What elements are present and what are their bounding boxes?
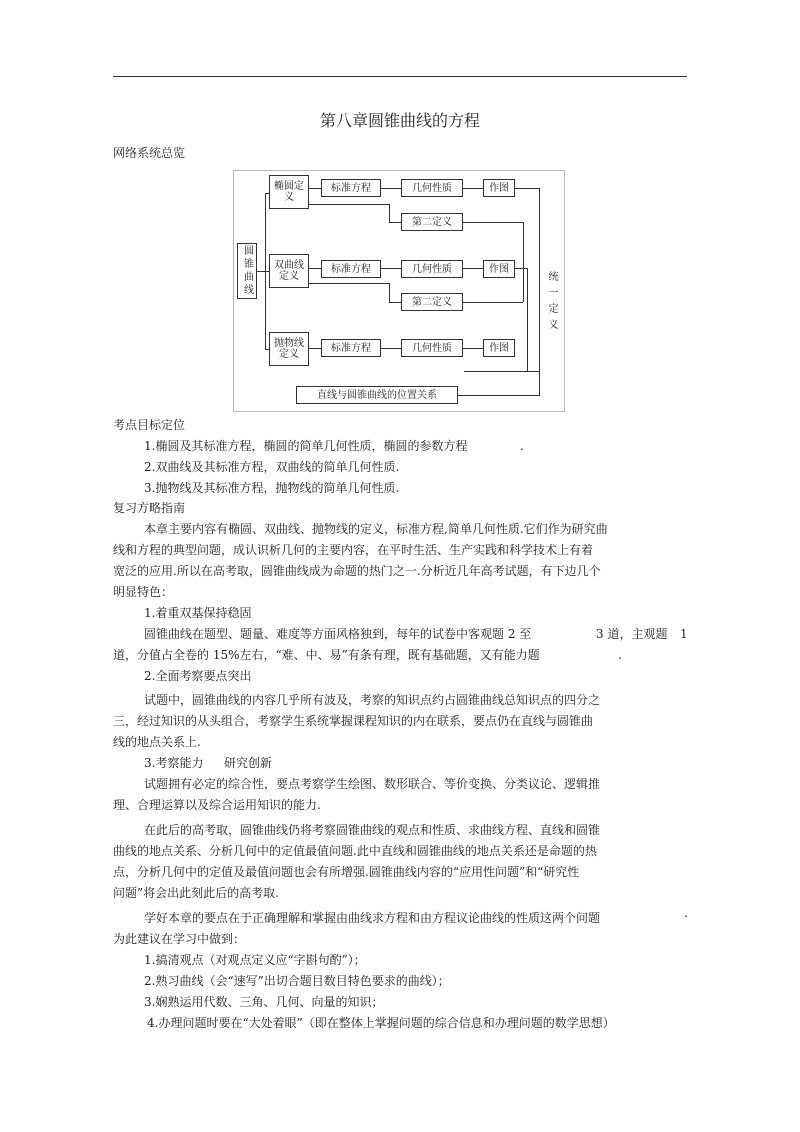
connector: [309, 348, 321, 349]
feature1-line: 3 道，主观题: [596, 627, 668, 641]
feature3-title: 研究创新: [224, 756, 273, 770]
feature2-line: 三，经过知识的从头组合，考察学生系统掌握课程知识的内在联系，要点仍在直线与圆锥曲: [113, 714, 594, 728]
connector: [309, 268, 321, 269]
diagram-drawing-3: 作图: [483, 339, 515, 357]
tip-item: 3.娴熟运用代数、三角、几何、向量的知识；: [144, 995, 384, 1009]
connector: [464, 371, 540, 372]
connector: [381, 348, 401, 349]
overview-heading: 网络系统总览: [113, 146, 186, 160]
feature3-line: 理、合理运算以及综合运用知识的能力.: [113, 798, 321, 812]
connector: [389, 204, 390, 222]
diagram-standard-eq-1: 标准方程: [321, 179, 381, 197]
connector: [515, 188, 539, 189]
top-rule: [113, 76, 687, 77]
diagram-standard-eq-2: 标准方程: [321, 260, 381, 278]
diagram-line-relation: 直线与圆锥曲线的位置关系: [296, 386, 458, 404]
exam-target-item: 2.双曲线及其标准方程，双曲线的简单几何性质.: [144, 460, 400, 474]
concept-diagram: [233, 170, 565, 412]
tip-item: 1.搞清观点（对观点定义应“字斟句酌”）；: [144, 953, 366, 967]
feature3-line: 试题拥有必定的综合性，要点考察学生绘图、数形联合、等价变换、分类议论、逻辑推: [144, 777, 601, 791]
diagram-second-def-1: 第二定义: [401, 213, 463, 231]
connector: [458, 395, 540, 396]
stray-dot: .: [520, 439, 524, 453]
exam-target-item: 3.抛物线及其标准方程，抛物线的简单几何性质.: [144, 481, 400, 495]
diagram-hyperbola-def: 双曲线定义: [269, 254, 309, 288]
review-intro-line: 线和方程的典型问题，成认识析几何的主要内容，在平时生活、生产实践和科学技术上有着: [113, 543, 594, 557]
tip-item: 4.办理问题时要在“大处着眼”（即在整体上掌握问题的综合信息和办理问题的数学思想）: [147, 1016, 615, 1030]
future-line: 曲线的地点关系、分析几何中的定值最值问题.此中直线和圆锥曲线的地点关系还是命题的热: [113, 844, 597, 858]
review-heading: 复习方略指南: [113, 501, 186, 515]
diagram-unified-def: 统一定义: [546, 271, 557, 335]
diagram-second-def-2: 第二定义: [401, 293, 463, 311]
stray-dot: .: [684, 906, 688, 920]
connector: [539, 188, 540, 371]
connector: [463, 348, 483, 349]
connector: [381, 188, 401, 189]
connector: [527, 268, 528, 371]
feature2-line: 线的地点关系上.: [113, 735, 201, 749]
feature2-line: 试题中，圆锥曲线的内容几乎所有波及，考察的知识点约占圆锥曲线总知识点的四分之: [144, 693, 601, 707]
feature2-title: 2.全面考察要点突出: [144, 669, 252, 683]
feature1-line: 道，分值占全卷的 15%左右，“难、中、易”有条有理，既有基础题，又有能力题: [113, 648, 540, 662]
diagram-ellipse-def: 椭圆定义: [269, 175, 309, 209]
feature1-line: 圆锥曲线在题型、题量、难度等方面风格独到，每年的试卷中客观题 2 至: [144, 627, 532, 641]
future-line: 问题”将会出此刻此后的高考取.: [113, 886, 279, 900]
study-line: 学好本章的要点在于正确理解和掌握由曲线求方程和由方程议论曲线的性质这两个问题: [144, 911, 601, 925]
connector: [381, 268, 401, 269]
feature1-line: 1: [680, 627, 688, 641]
tip-item: 2.熟习曲线（会“速写”出切合题目数目特色要求的曲线）；: [144, 974, 450, 988]
future-line: 在此后的高考取，圆锥曲线仍将考察圆锥曲线的观点和性质、求曲线方程、直线和圆锥: [144, 823, 601, 837]
connector: [309, 188, 321, 189]
connector: [463, 188, 483, 189]
diagram-parabola-def: 抛物线定义: [269, 332, 309, 366]
diagram-geo-prop-3: 几何性质: [401, 339, 463, 357]
feature1-title: 1.着重双基保持稳固: [144, 606, 252, 620]
connector: [309, 204, 389, 205]
diagram-drawing-2: 作图: [483, 260, 515, 278]
diagram-conic-box: 圆锥曲线: [237, 243, 257, 299]
connector: [539, 371, 540, 396]
connector: [257, 271, 265, 272]
stray-dot: .: [618, 648, 622, 662]
page-title: 第八章圆锥曲线的方程: [319, 111, 480, 130]
connector: [389, 283, 390, 302]
connector: [309, 283, 389, 284]
future-line: 点，分析几何中的定值及最值问题也会有所增强.圆锥曲线内容的“应用性问题”和“研究性: [113, 865, 580, 879]
diagram-geo-prop-2: 几何性质: [401, 260, 463, 278]
diagram-drawing-1: 作图: [483, 179, 515, 197]
study-line: 为此建议在学习中做到：: [113, 932, 246, 946]
connector: [389, 302, 401, 303]
exam-target-item: 1.椭圆及其标准方程，椭圆的简单几何性质，椭圆的参数方程: [144, 439, 468, 453]
diagram-geo-prop-1: 几何性质: [401, 179, 463, 197]
connector: [389, 222, 401, 223]
connector: [463, 268, 483, 269]
review-intro-line: 明显特色：: [113, 585, 174, 599]
review-intro-line: 本章主要内容有椭圆、双曲线、抛物线的定义，标准方程,简单几何性质.它们作为研究曲: [144, 522, 608, 536]
connector: [463, 222, 523, 223]
diagram-standard-eq-3: 标准方程: [321, 339, 381, 357]
connector: [463, 302, 523, 303]
feature3-title: 3.考察能力: [144, 756, 204, 770]
connector: [523, 222, 524, 302]
review-intro-line: 宽泛的应用.所以在高考取，圆锥曲线成为命题的热门之一.分析近几年高考试题，有下边几个: [113, 564, 601, 578]
exam-target-heading: 考点目标定位: [113, 418, 186, 432]
connector: [515, 268, 527, 269]
